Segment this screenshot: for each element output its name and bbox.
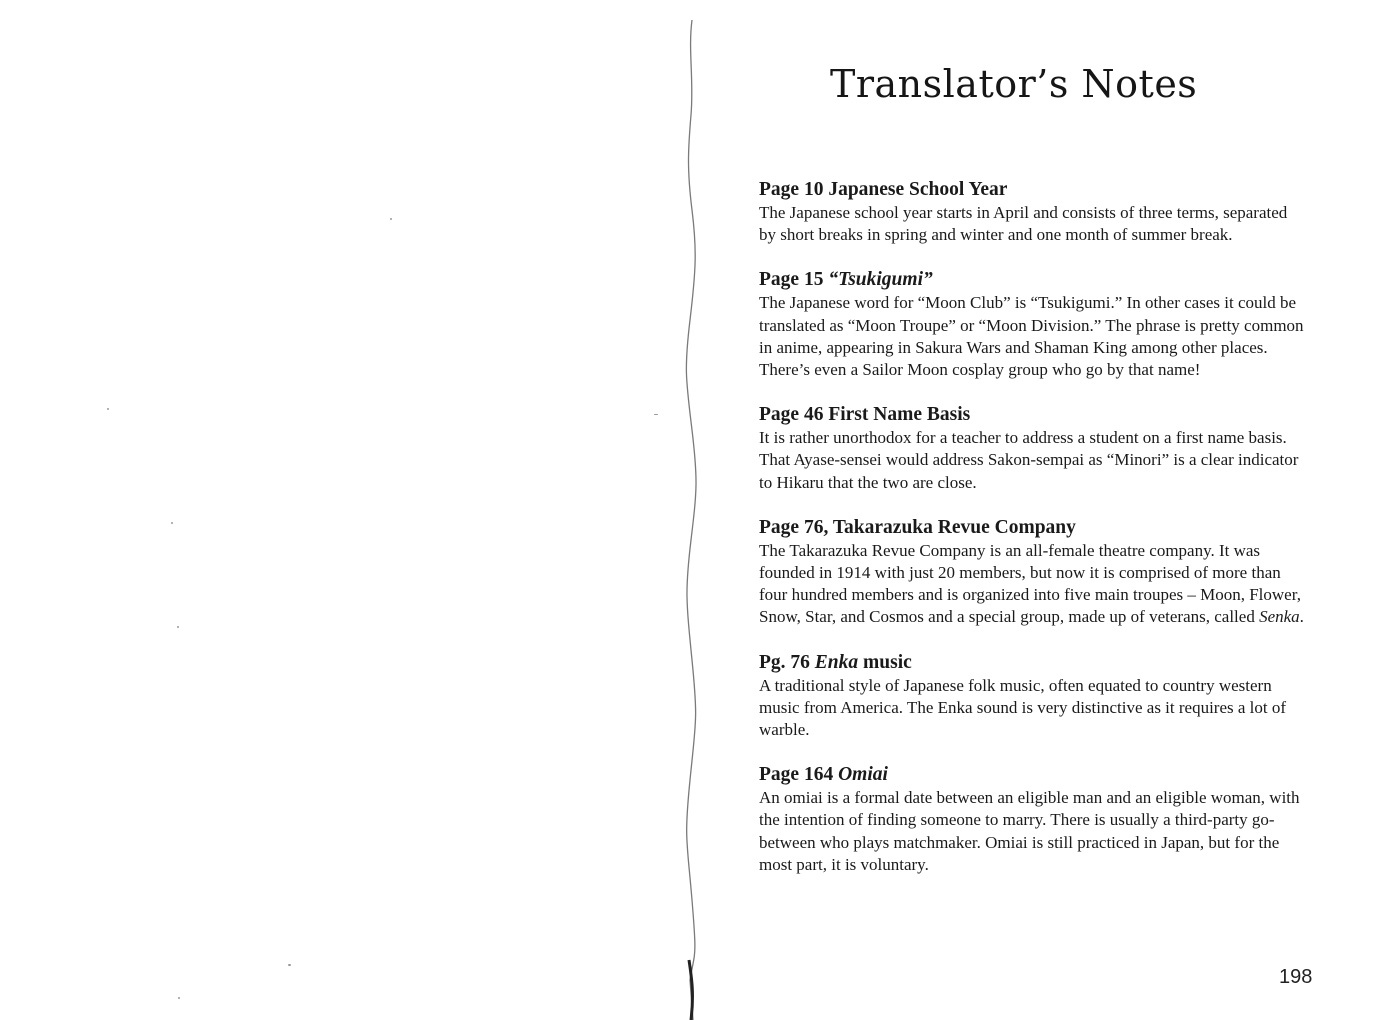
note-body: The Japanese word for “Moon Club” is “Tsukigumi.” In other cases it could be translated as “Moon Troupe” or “Moon Division.” The phrase is pretty common in anime, appearing in Sakura Wars and Shaman King among other places. There’s even a Sailor Moon cosplay group who go by that name! xyxy=(759,293,1304,380)
paper-speck xyxy=(107,408,109,410)
note-body: The Japanese school year starts in April and consists of three terms, separated by short breaks in spring and winter and one month of summer break. xyxy=(759,203,1288,245)
note-item xyxy=(759,650,1304,742)
note-item xyxy=(759,515,1304,629)
note-item xyxy=(759,762,1304,876)
paper-speck xyxy=(177,626,179,628)
note-heading: Page 46 First Name Basis xyxy=(759,404,971,426)
paper-speck xyxy=(390,218,392,220)
paper-speck xyxy=(171,522,173,524)
page-title: Translator’s Notes xyxy=(830,62,1198,106)
paper-speck xyxy=(654,414,658,415)
book-gutter-fold xyxy=(672,20,712,1020)
note-heading: Page 10 Japanese School Year xyxy=(759,179,1008,200)
paper-speck xyxy=(288,964,291,966)
note-item xyxy=(759,177,1304,246)
note-body: It is rather unorthodox for a teacher to address a student on a first name basis. That Ayase-sensei would address Sakon-sempai as “Minori” is a clear indicator to Hikaru that the two are close. xyxy=(759,428,1299,492)
note-item xyxy=(759,402,1304,494)
note-heading: Pg. 76 Enka music xyxy=(759,651,912,673)
page-number: 198 xyxy=(1279,966,1313,988)
note-body: A traditional style of Japanese folk music, often equated to country western music from America. The Enka sound is very distinctive as it requires a lot of warble. xyxy=(759,675,1287,740)
paper-speck xyxy=(178,997,180,999)
note-heading: Page 76, Takarazuka Revue Company xyxy=(759,516,1076,538)
note-heading: Page 164 Omiai xyxy=(759,764,888,786)
right-text-page xyxy=(712,0,1400,1020)
note-body: The Takarazuka Revue Company is an all-female theatre company. It was founded in 1914 with just 20 members, but now it is comprised of more than four hundred members and is organized into five main troupes – Moon, Flower, Snow, Star, and Cosmos and a special group, made up of veterans, called Senka. xyxy=(759,540,1304,627)
note-item xyxy=(759,267,1304,381)
left-blank-page xyxy=(0,0,690,1020)
note-heading: Page 15 “Tsukigumi” xyxy=(759,269,933,291)
notes-list xyxy=(759,177,1304,897)
note-body: An omiai is a formal date between an eligible man and an eligible woman, with the intention of finding someone to marry. There is usually a third-party go-between who plays matchmaker. Omiai is still practiced in Japan, but for the most part, it is voluntary. xyxy=(759,788,1300,874)
